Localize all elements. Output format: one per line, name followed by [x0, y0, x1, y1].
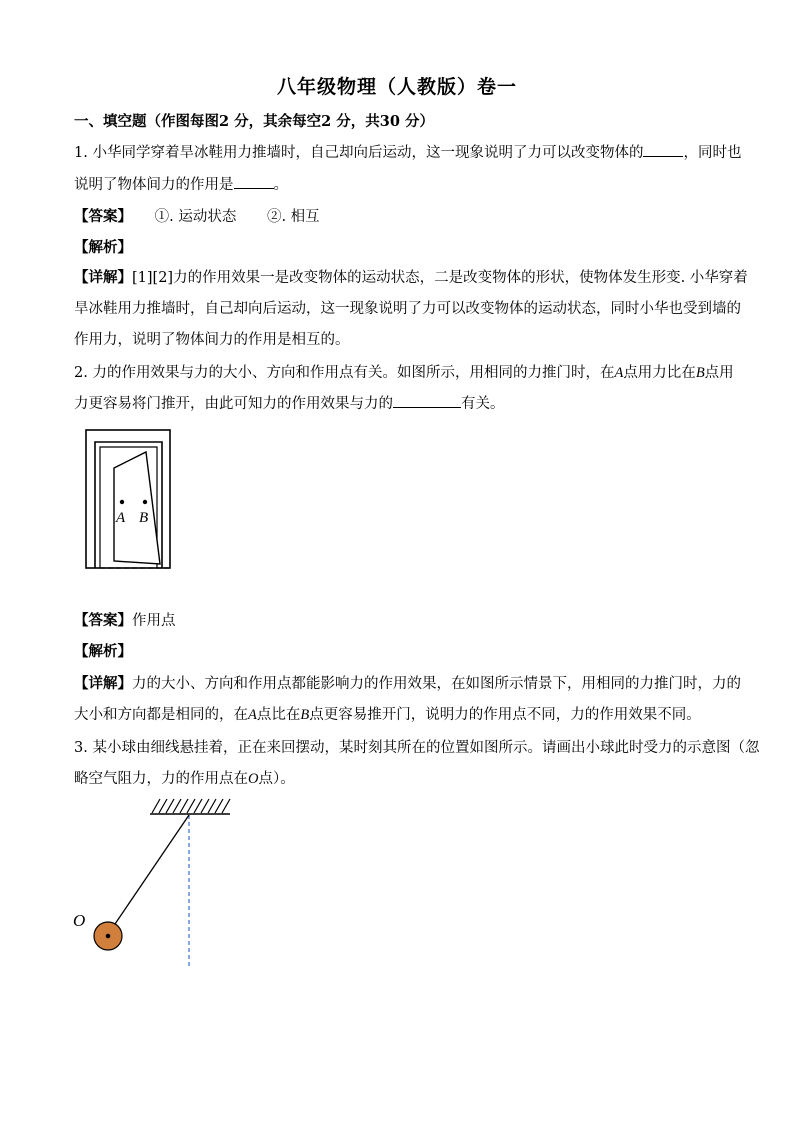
q2-point-a: A: [614, 365, 624, 381]
q2-text-d: 力更容易将门推开，由此可知力的作用效果与力的: [74, 396, 393, 412]
q3-line1: 3. 某小球由细线悬挂着，正在来回摆动，某时刻其所在的位置如图所示。请画出小球此时受力的示意图（忽: [74, 740, 760, 756]
q2-text-e: 有关。: [461, 396, 505, 412]
pendulum-figure: [70, 794, 240, 974]
section-heading: 一、填空题（作图每图2 分，其余每空2 分，共30 分）: [74, 113, 434, 130]
q2-blank: [393, 393, 461, 408]
detail-label: 【详解】: [74, 269, 132, 286]
q2-line1: [74, 361, 734, 382]
point-b-dot: [143, 500, 147, 504]
q1-detail-line3: 作用力，说明了物体间力的作用是相互的。: [74, 332, 350, 348]
q1-line2: [74, 173, 288, 194]
q2-text-b: 点用力比在: [623, 365, 696, 381]
q2-point-b: B: [695, 365, 705, 381]
q3-text-b: 点）。: [258, 771, 295, 787]
q2-answer: [74, 609, 176, 630]
q3-point-o: O: [248, 771, 259, 787]
answer-label: 【答案】: [74, 612, 132, 629]
q3-line2: [74, 767, 295, 788]
answer-number-2: ②: [266, 209, 282, 225]
q2-detail-point-a: A: [248, 707, 257, 723]
q2-detail-point-b: B: [300, 707, 310, 723]
analysis-label: 【解析】: [74, 239, 132, 256]
q1-text-d: 。: [273, 177, 288, 193]
q1-line1: [74, 141, 741, 162]
q2-line2: [74, 392, 505, 413]
answer-value-1: . 运动状态: [169, 209, 237, 225]
pendulum-string: [115, 815, 189, 924]
point-o-dot: [106, 934, 111, 939]
page-title: 八年级物理（人教版）卷一: [276, 76, 517, 98]
q1-text-b: ，同时也: [683, 145, 742, 161]
q2-text-a: 2. 力的作用效果与力的大小、方向和作用点有关。如图所示，用相同的力推门时，在: [74, 365, 615, 381]
point-b-label: B: [139, 510, 149, 526]
q1-blank-1: [643, 142, 683, 157]
point-a-label: A: [116, 510, 126, 526]
q2-detail-line2: [74, 703, 701, 724]
point-o-label: O: [73, 911, 86, 930]
answer-value-2: . 相互: [281, 209, 320, 225]
q2-detail-line1: [74, 672, 741, 693]
q1-detail-text1: [1][2]力的作用效果一是改变物体的运动状态，二是改变物体的形状，使物体发生形变. 小华穿着: [132, 270, 748, 286]
q2-detail-text1: 力的大小、方向和作用点都能影响力的作用效果，在如图所示情景下，用相同的力推门时，力的: [132, 676, 741, 692]
answer-label: 【答案】: [74, 208, 132, 225]
answer-number-1: ①: [154, 209, 170, 225]
q1-text-c: 说明了物体间力的作用是: [74, 177, 234, 193]
q1-text-a: 1. 小华同学穿着旱冰鞋用力推墙时，自己却向后运动，这一现象说明了力可以改变物体的: [74, 145, 644, 161]
analysis-label: 【解析】: [74, 643, 132, 660]
door-figure: [84, 428, 176, 572]
q2-detail-text2b: 点比在: [256, 707, 301, 723]
q1-blank-2: [234, 174, 274, 189]
q3-text-a: 略空气阻力，力的作用点在: [74, 771, 248, 787]
point-a-dot: [120, 500, 124, 504]
q2-text-c: 点用: [704, 365, 734, 381]
q1-detail-line1: [74, 266, 748, 287]
q1-answer: [74, 205, 320, 226]
detail-label: 【详解】: [74, 675, 132, 692]
door-panel: [114, 452, 160, 564]
ceiling-hatching: [152, 799, 230, 813]
answer-value: 作用点: [132, 613, 176, 629]
q2-detail-text2c: 点更容易推开门，说明力的作用点不同，力的作用效果不同。: [309, 707, 701, 723]
q2-detail-text2a: 大小和方向都是相同的，在: [74, 707, 248, 723]
q1-detail-line2: 旱冰鞋用力推墙时，自己却向后运动，这一现象说明了力可以改变物体的运动状态，同时小华也受到墙的: [74, 301, 741, 317]
